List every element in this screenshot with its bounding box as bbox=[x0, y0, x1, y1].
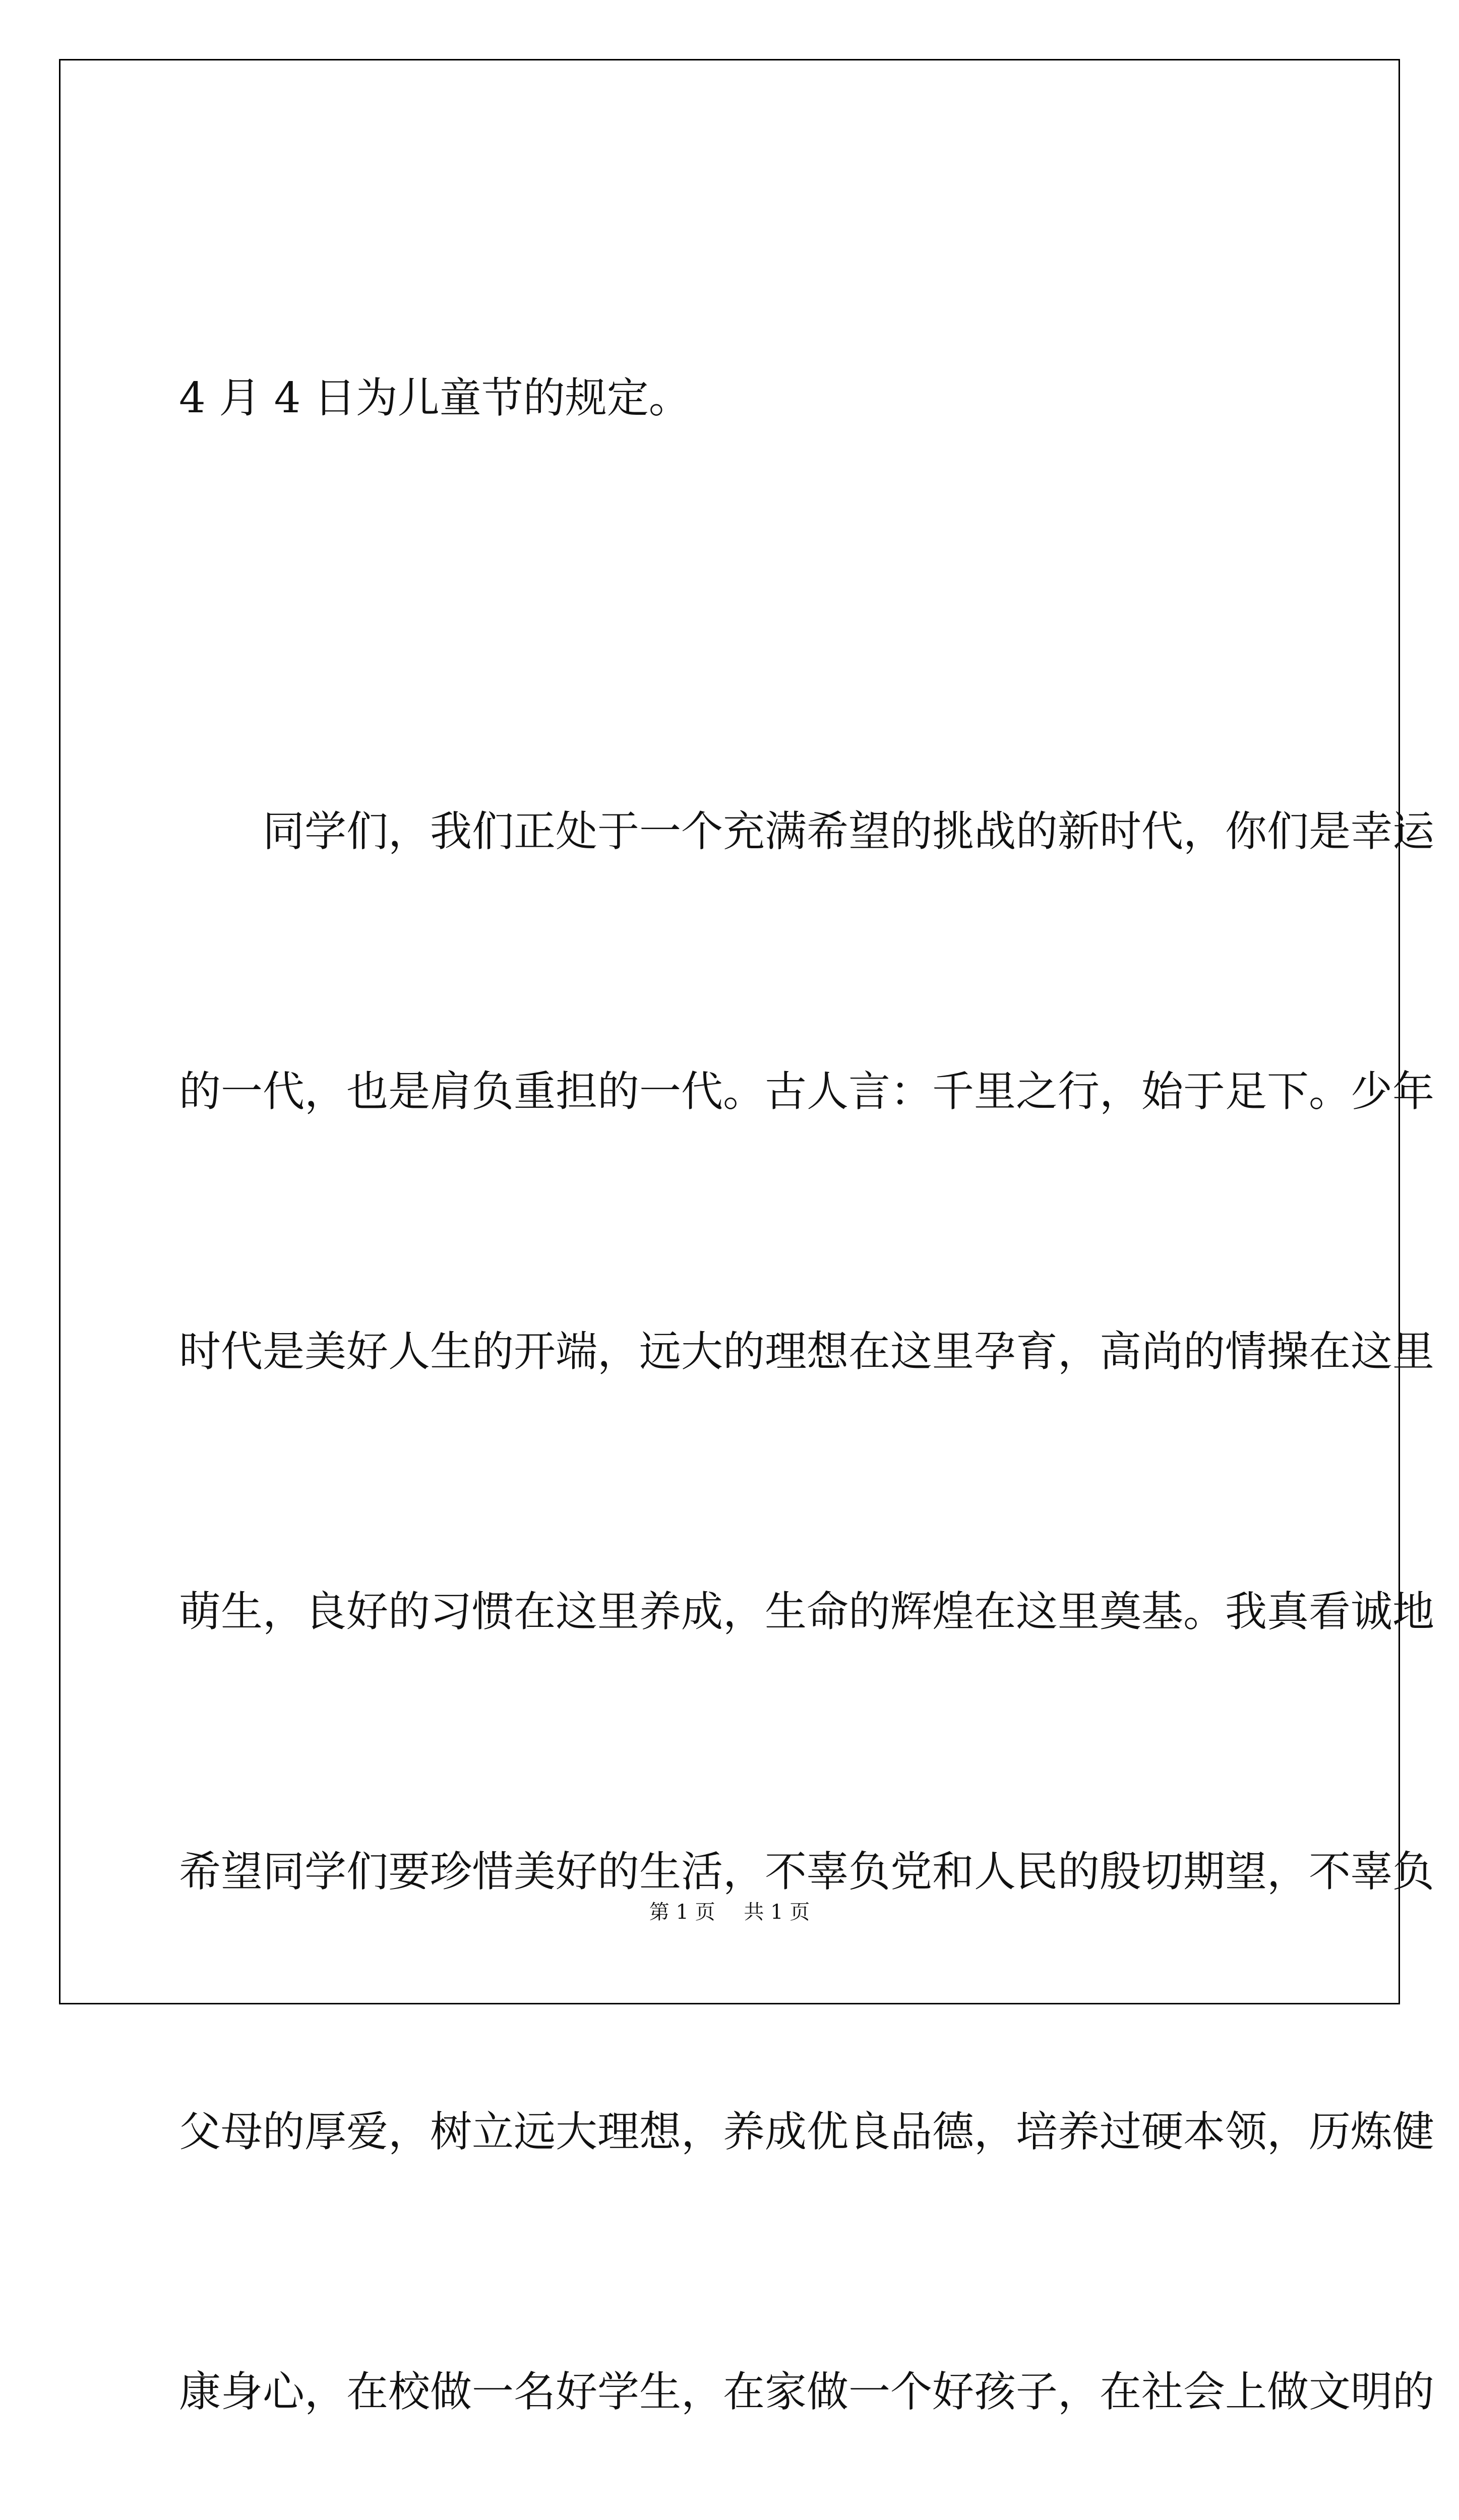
document-body bbox=[179, 181, 1434, 2520]
text-line: 萌生，良好的习惯在这里养成，生命的辉煌在这里奠基。我真看诚地 bbox=[179, 1587, 1434, 1636]
paragraph-1 bbox=[179, 181, 1313, 615]
text-line: 时代是美好人生的开端，远大的理想在这里孕育，高尚的情操在这里 bbox=[179, 1327, 1434, 1376]
text-line: 希望同学们要珍惜美好的生活，不辜负党和人民的殷切期望，不辜负 bbox=[179, 1847, 1434, 1896]
text-line: 4 月 4 日为儿童节的规定。 bbox=[179, 373, 691, 422]
text-line: 的一代，也是肩负重担的一代。古人言：千里之行，始于足下。少年 bbox=[179, 1067, 1434, 1116]
page-total: 共 1 页 bbox=[744, 1901, 810, 1924]
text-line: 父母的厚爱，树立远大理想，养成优良品德，培养过硬本领，历炼健 bbox=[179, 2107, 1434, 2156]
page-footer bbox=[0, 1896, 1459, 1925]
text-line: 康身心，在校做一名好学生，在家做一个好孩子，在社会上做文明的 bbox=[179, 2367, 1434, 2416]
text-line: 同学们，我们正处于一个充满希望的挑战的新时代，你们是幸运 bbox=[179, 807, 1434, 856]
page-number: 第 1 页 bbox=[649, 1901, 715, 1924]
paragraph-2 bbox=[179, 615, 1434, 2520]
